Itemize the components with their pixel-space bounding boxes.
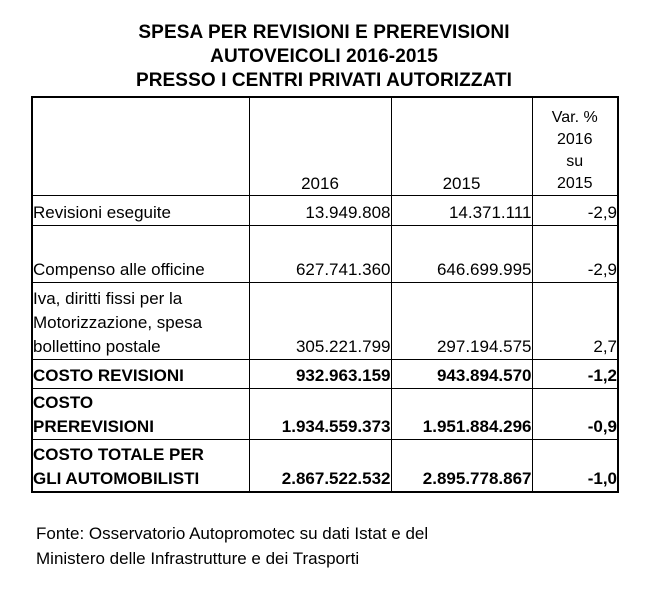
- table-row: [32, 440, 618, 492]
- table-row: [32, 196, 618, 226]
- row-value-2015: 14.371.111: [391, 196, 532, 226]
- row-value-variation: -1,0: [532, 440, 618, 492]
- table-row: [32, 389, 618, 440]
- header-variation-line-2: 2016: [556, 131, 593, 148]
- row-value-2015: 646.699.995: [391, 226, 532, 283]
- row-label-line-1: COSTO TOTALE PER: [33, 444, 204, 464]
- row-value-variation: -2,9: [532, 226, 618, 283]
- row-label-line-3: bollettino postale: [33, 337, 161, 356]
- row-value-variation: -2,9: [532, 196, 618, 226]
- row-label-line-1: COSTO: [33, 393, 94, 412]
- row-label-line-2: PREREVISIONI: [33, 417, 154, 436]
- row-value-2016: 932.963.159: [249, 360, 391, 389]
- header-cell-variation: [532, 97, 618, 196]
- row-value-variation: -0,9: [532, 389, 618, 440]
- header-variation-line-3: su: [566, 153, 584, 170]
- source-note: [36, 521, 616, 571]
- header-cell-label: [32, 97, 249, 196]
- row-value-variation: 2,7: [532, 283, 618, 360]
- row-value-2016: 627.741.360: [249, 226, 391, 283]
- row-value-2015: 1.951.884.296: [391, 389, 532, 440]
- row-label: [32, 283, 249, 360]
- spending-table: [31, 96, 619, 493]
- header-cell-2015: 2015: [391, 97, 532, 196]
- row-value-2016: 13.949.808: [249, 196, 391, 226]
- row-label-line-2: Motorizzazione, spesa: [33, 313, 203, 332]
- row-value-2016: 2.867.522.532: [249, 440, 391, 492]
- page-title: [31, 21, 617, 93]
- row-value-2015: 297.194.575: [391, 283, 532, 360]
- table-row: [32, 360, 618, 389]
- source-note-line-1: Fonte: Osservatorio Autopromotec su dati Istat e del: [36, 524, 429, 543]
- row-value-2015: 2.895.778.867: [391, 440, 532, 492]
- row-label: Revisioni eseguite: [32, 196, 249, 226]
- row-label: [32, 389, 249, 440]
- header-variation-line-4: 2015: [556, 175, 593, 192]
- row-value-2016: 1.934.559.373: [249, 389, 391, 440]
- row-value-variation: -1,2: [532, 360, 618, 389]
- row-label-line-1: Iva, diritti fissi per la: [33, 289, 183, 308]
- table-row: [32, 226, 618, 283]
- page-title-line-2: AUTOVEICOLI 2016-2015: [210, 46, 438, 67]
- source-note-line-2: Ministero delle Infrastrutture e dei Trasporti: [36, 549, 360, 568]
- page-title-line-3: PRESSO I CENTRI PRIVATI AUTORIZZATI: [135, 70, 513, 91]
- table-header-row: [32, 97, 618, 196]
- page-title-line-1: SPESA PER REVISIONI E PREREVISIONI: [138, 22, 510, 43]
- row-label: [32, 440, 249, 492]
- row-value-2016: 305.221.799: [249, 283, 391, 360]
- row-value-2015: 943.894.570: [391, 360, 532, 389]
- row-label: COSTO REVISIONI: [32, 360, 249, 389]
- table-row: [32, 283, 618, 360]
- header-variation-line-1: Var. %: [551, 109, 598, 126]
- row-label-line-2: GLI AUTOMOBILISTI: [33, 468, 200, 488]
- header-cell-2016: 2016: [249, 97, 391, 196]
- row-label: Compenso alle officine: [32, 226, 249, 283]
